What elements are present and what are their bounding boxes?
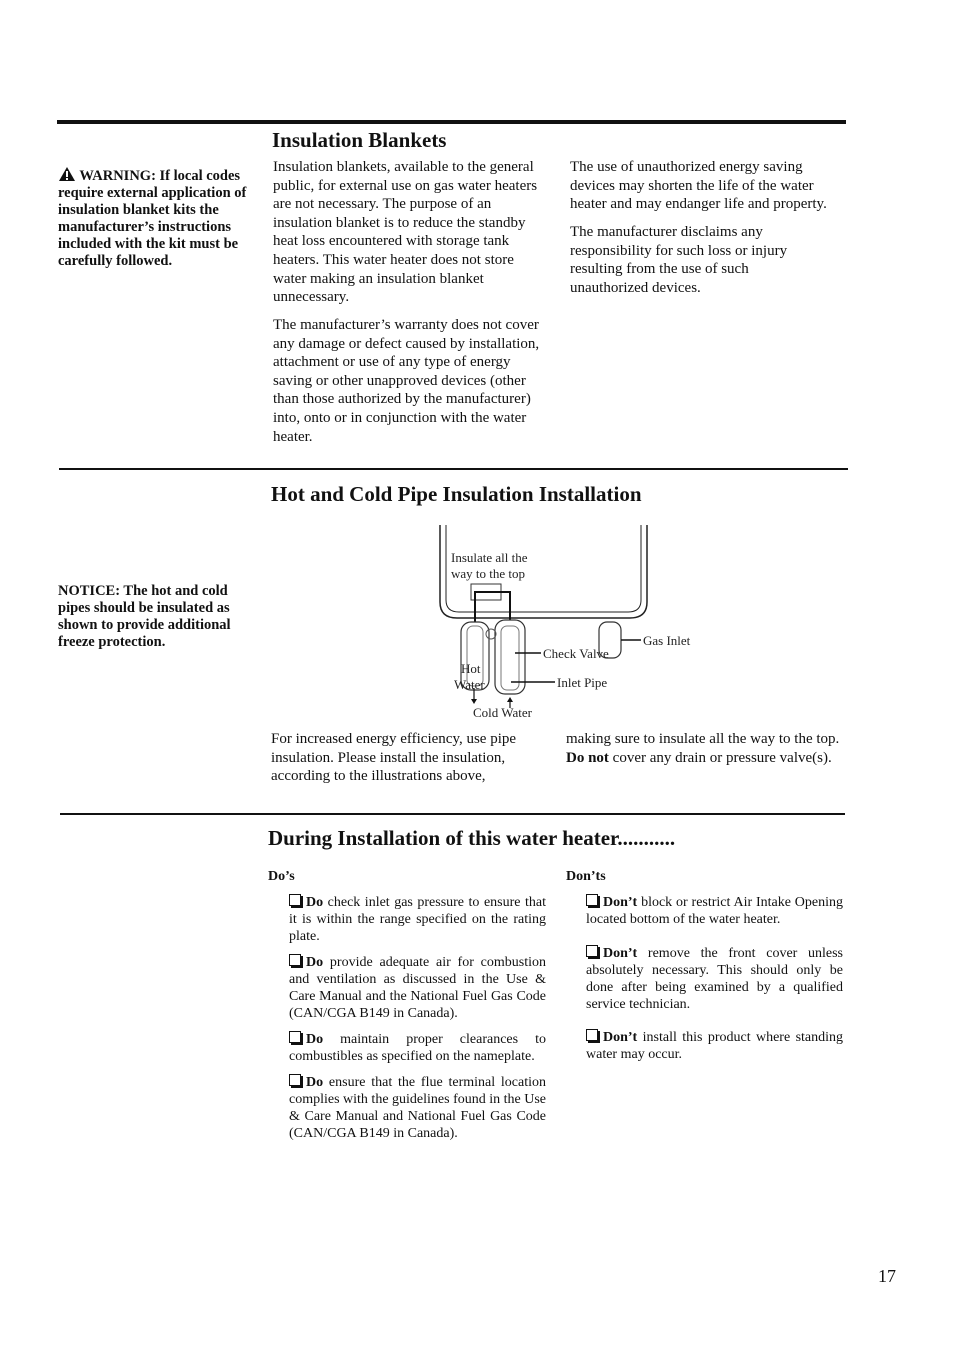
do-not-emphasis: Do not bbox=[566, 749, 609, 766]
do-item-3: Do maintain proper clearances to combustibles as specified on the nameplate. bbox=[289, 1032, 546, 1064]
do-item-2: Do provide adequate air for combustion and ventilation as discussed in the Use & Care Manual and the National Fuel Gas Code (CAN/CGA B149 in Canada). bbox=[289, 955, 547, 1021]
insulate-label-1: Insulate all the bbox=[451, 550, 528, 565]
notice-box: NOTICE: The hot and cold pipes should be insulated as shown to provide additional freeze protection. bbox=[58, 583, 231, 650]
inlet-pipe-label: Inlet Pipe bbox=[557, 675, 608, 690]
pipes-title: Hot and Cold Pipe Insulation Installation bbox=[271, 482, 642, 506]
checkbox-icon bbox=[586, 1029, 598, 1041]
insulation-col1-p2: The manufacturer’s warranty does not cover any damage or defect caused by installation, attachment or use of any type of energy saving or other unapproved devices (other than those authorized by the manufacturer) into, onto or in conjunction with the water heater. bbox=[273, 317, 540, 445]
section-rule-install bbox=[60, 813, 845, 815]
check-valve-label: Check Valve bbox=[543, 646, 609, 661]
hot-label: Hot bbox=[461, 661, 481, 676]
cold-water-label: Cold Water bbox=[473, 705, 533, 720]
insulate-label-2: way to the top bbox=[451, 566, 526, 581]
dont-item-2: Don’t remove the front cover unless absolutely necessary. This should only be done after being examined by a qualified service technician. bbox=[586, 946, 844, 1012]
install-title: During Installation of this water heater........... bbox=[268, 826, 676, 850]
pipe-diagram bbox=[425, 520, 715, 725]
section-rule-top bbox=[57, 120, 846, 124]
insulation-col1-p1: Insulation blankets, available to the general public, for external use on gas water heaters are not necessary. The purpose of an insulation blanket is to reduce the standby heat loss encountered with storage tank heaters. This water heater does not store water making an insulation blanket unnecessary. bbox=[273, 159, 538, 306]
dont-item-3: Don’t install this product where standing water may occur. bbox=[586, 1030, 844, 1062]
pipes-col1-text: For increased energy efficiency, use pipe insulation. Please install the insulation, according to the illustrations above, bbox=[271, 731, 517, 785]
page-number: 17 bbox=[878, 1266, 896, 1286]
warning-box bbox=[58, 166, 254, 270]
checkbox-icon bbox=[289, 1031, 301, 1043]
checkbox-icon bbox=[289, 1074, 301, 1086]
warning-text: If local codes require external application of insulation blanket kits the manufacturer’s instructions included with the kit must be carefully followed. bbox=[58, 168, 247, 269]
water-label: Water bbox=[454, 677, 485, 692]
section-rule-pipes bbox=[59, 468, 848, 470]
gas-inlet-label: Gas Inlet bbox=[643, 633, 691, 648]
warning-label: WARNING: bbox=[79, 168, 156, 184]
insulation-col2-p1: The use of unauthorized energy saving devices may shorten the life of the water heater and may endanger life and property. bbox=[570, 159, 827, 213]
checkbox-icon bbox=[586, 894, 598, 906]
donts-title: Don’ts bbox=[566, 869, 606, 884]
do-item-4: Do ensure that the flue terminal location complies with the guidelines found in the Use & Care Manual and National Fuel Gas Code (CAN/CGA B149 in Canada). bbox=[289, 1075, 547, 1141]
do-item-1: Do check inlet gas pressure to ensure that it is within the range specified on the rating plate. bbox=[289, 895, 546, 944]
checkbox-icon bbox=[289, 954, 301, 966]
insulation-col2-p2: The manufacturer disclaims any responsibility for such loss or injury resulting from the use of such unauthorized devices. bbox=[570, 224, 788, 296]
warning-icon bbox=[58, 166, 76, 182]
dos-title: Do’s bbox=[268, 869, 295, 884]
pipes-col2-text: making sure to insulate all the way to the top. Do not cover any drain or pressure valve(s). bbox=[566, 731, 840, 766]
checkbox-icon bbox=[586, 945, 598, 957]
dont-item-1: Don’t block or restrict Air Intake Opening located bottom of the water heater. bbox=[586, 895, 844, 927]
checkbox-icon bbox=[289, 894, 301, 906]
insulation-title: Insulation Blankets bbox=[272, 128, 447, 152]
